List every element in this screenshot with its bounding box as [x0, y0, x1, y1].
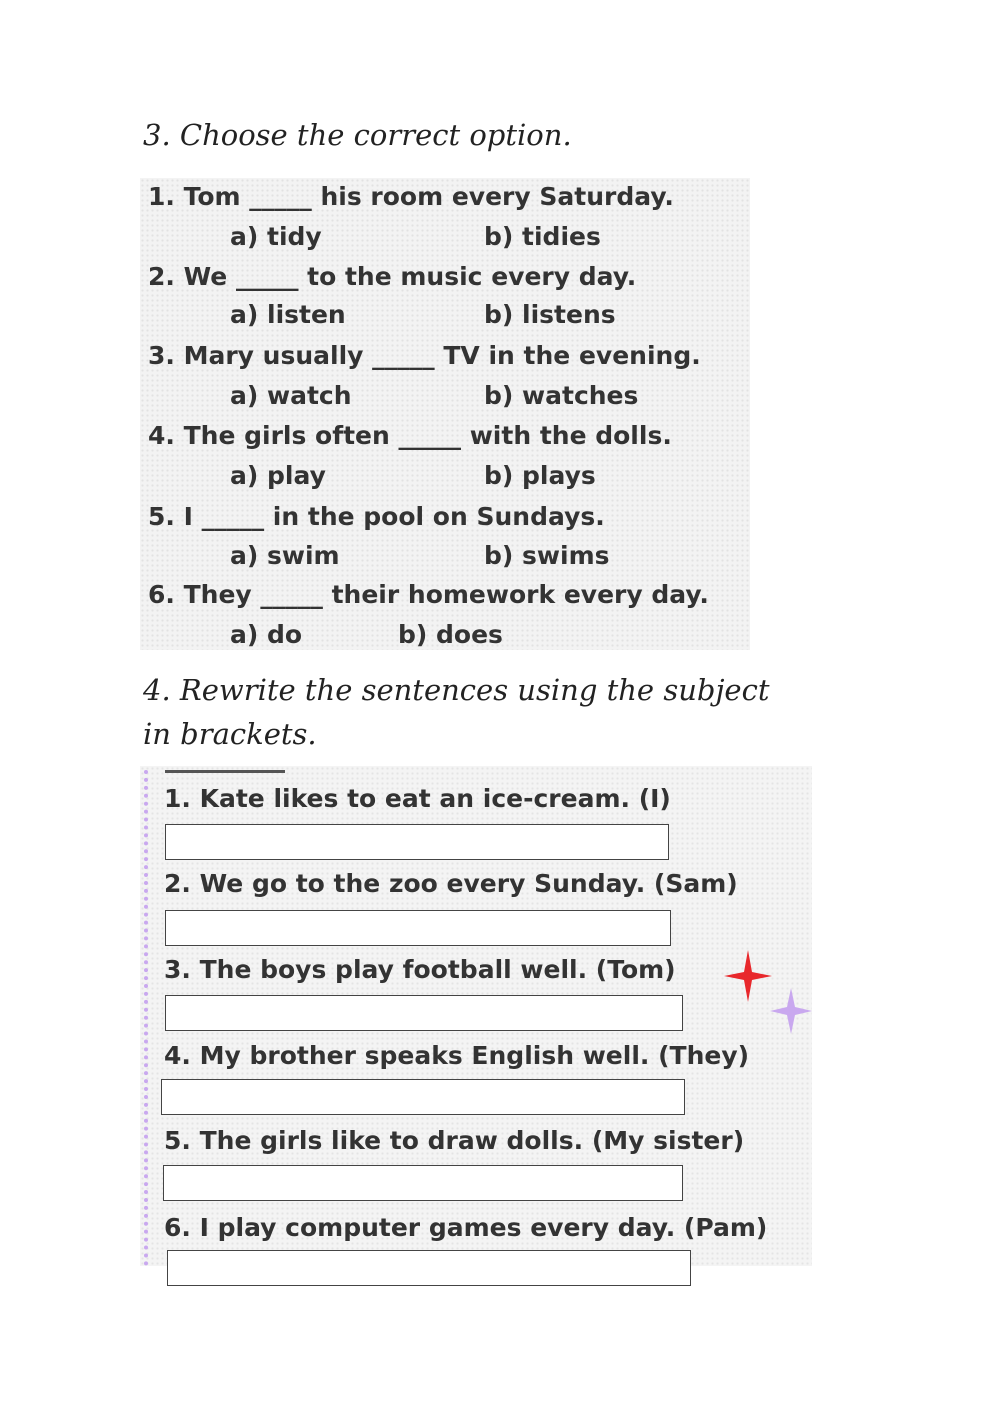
mc-option-1b[interactable]: b) tidies: [484, 222, 601, 251]
mc-option-3b[interactable]: b) watches: [484, 381, 639, 410]
mc-option-2b[interactable]: b) listens: [484, 300, 616, 329]
mc-question-5: 5. I _____ in the pool on Sundays.: [148, 502, 605, 531]
rewrite-question-6: 6. I play computer games every day. (Pam): [164, 1213, 768, 1242]
rewrite-question-5: 5. The girls like to draw dolls. (My sister): [164, 1126, 745, 1155]
mc-question-1: 1. Tom _____ his room every Saturday.: [148, 182, 674, 211]
mc-option-5a[interactable]: a) swim: [230, 541, 340, 570]
answer-field-3[interactable]: [165, 995, 683, 1031]
rewrite-panel: [140, 766, 812, 1266]
red-star-icon: [722, 948, 774, 1004]
rewrite-question-1: 1. Kate likes to eat an ice-cream. (I): [164, 784, 671, 813]
rewrite-question-2: 2. We go to the zoo every Sunday. (Sam): [164, 869, 738, 898]
rewrite-question-3: 3. The boys play football well. (Tom): [164, 955, 676, 984]
mc-question-2: 2. We _____ to the music every day.: [148, 262, 637, 291]
section3-title: 3. Choose the correct option.: [143, 118, 572, 152]
mc-option-4a[interactable]: a) play: [230, 461, 326, 490]
divider: [165, 770, 285, 773]
mc-option-5b[interactable]: b) swims: [484, 541, 610, 570]
rewrite-question-4: 4. My brother speaks English well. (They): [164, 1041, 750, 1070]
mc-option-4b[interactable]: b) plays: [484, 461, 596, 490]
answer-field-5[interactable]: [163, 1165, 683, 1201]
mc-option-1a[interactable]: a) tidy: [230, 222, 322, 251]
multiple-choice-panel: [140, 178, 750, 650]
mc-option-2a[interactable]: a) listen: [230, 300, 346, 329]
mc-question-3: 3. Mary usually _____ TV in the evening.: [148, 341, 701, 370]
answer-field-6[interactable]: [167, 1250, 691, 1286]
mc-option-3a[interactable]: a) watch: [230, 381, 352, 410]
answer-field-1[interactable]: [165, 824, 669, 860]
mc-option-6b[interactable]: b) does: [398, 620, 503, 649]
mc-option-6a[interactable]: a) do: [230, 620, 303, 649]
answer-field-4[interactable]: [161, 1079, 685, 1115]
mc-question-6: 6. They _____ their homework every day.: [148, 580, 709, 609]
dotted-margin-line: [144, 770, 148, 1266]
answer-field-2[interactable]: [165, 910, 671, 946]
lilac-star-icon: [768, 986, 814, 1036]
section4-title: 4. Rewrite the sentences using the subject in brackets.: [143, 673, 770, 751]
mc-question-4: 4. The girls often _____ with the dolls.: [148, 421, 672, 450]
